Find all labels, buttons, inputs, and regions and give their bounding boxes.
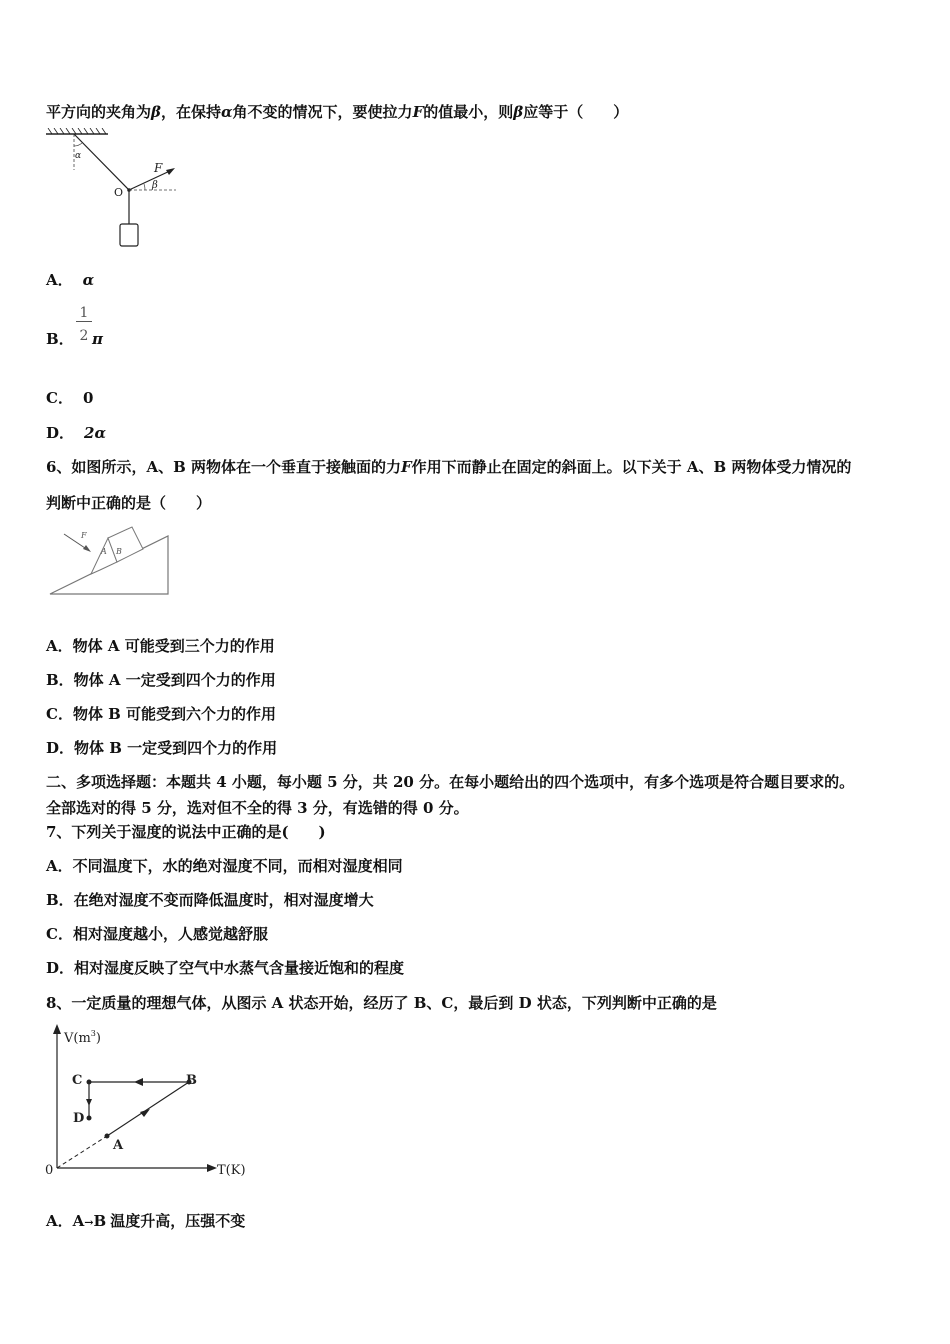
q5-option-b-pi: π [92, 330, 103, 348]
q5-option-d: D． 2α [46, 424, 107, 442]
q6-fig-A: A [101, 547, 107, 556]
q8-stem: 8、一定质量的理想气体，从图示 A 状态开始，经历了 B、C，最后到 D 状态，下列判断中正确的是 [46, 994, 717, 1012]
q5-option-b-fraction: 1 2 [76, 305, 92, 344]
q5-fig-beta: β [152, 180, 158, 191]
q7-option-a: A．不同温度下，水的绝对湿度不同，而相对湿度相同 [46, 857, 403, 875]
q7-stem: 7、下列关于湿度的说法中正确的是( ) [46, 823, 326, 841]
q8-point-A [105, 1134, 110, 1139]
section2-heading-line1: 二、多项选择题：本题共 4 小题，每小题 5 分，共 20 分。在每小题给出的四个选项中，有多个选项是符合题目要求的。 [46, 773, 855, 791]
q6-fig-F: F [81, 531, 87, 540]
q6-incline-figure [48, 526, 172, 598]
q7-option-b: B．在绝对湿度不变而降低温度时，相对湿度增大 [46, 891, 374, 909]
q5-stem: 平方向的夹角为β，在保持α角不变的情况下，要使拉力F的值最小，则β应等于（ ） [46, 103, 629, 121]
q8-label-D: D [73, 1111, 85, 1126]
q5-fig-F: F [154, 161, 163, 175]
q5-option-c: C． 0 [46, 389, 94, 407]
q8-label-A: A [113, 1138, 124, 1153]
q6-option-a: A．物体 A 可能受到三个力的作用 [46, 637, 275, 655]
q8-point-C [87, 1080, 92, 1085]
q6-option-d: D．物体 B 一定受到四个力的作用 [46, 739, 278, 757]
q8-option-a: A．A→B 温度升高，压强不变 [46, 1212, 246, 1230]
q6-fig-B: B [116, 547, 122, 556]
q8-origin-label: 0 [45, 1163, 54, 1178]
q8-label-B: B [186, 1073, 197, 1088]
q6-stem-line2: 判断中正确的是（ ） [46, 494, 212, 512]
q7-option-d: D．相对湿度反映了空气中水蒸气含量接近饱和的程度 [46, 959, 405, 977]
q6-option-c: C．物体 B 可能受到六个力的作用 [46, 705, 277, 723]
section2-heading-line2: 全部选对的得 5 分，选对但不全的得 3 分，有选错的得 0 分。 [46, 799, 469, 817]
q6-option-b: B．物体 A 一定受到四个力的作用 [46, 671, 276, 689]
q8-x-axis-label: T(K) [217, 1163, 246, 1178]
q6-stem-line1: 6、如图所示，A、B 两物体在一个垂直于接触面的力F作用下而静止在固定的斜面上。以下关于 A、B 两物体受力情况的 [46, 458, 852, 476]
q5-pendulum-figure [44, 128, 184, 252]
q7-option-c: C．相对湿度越小，人感觉越舒服 [46, 925, 268, 943]
q8-point-D [87, 1116, 92, 1121]
q5-option-a: A． α [46, 271, 95, 289]
q8-y-axis-label: $V(m^3)$ [64, 1029, 101, 1046]
q8-label-C: C [72, 1073, 83, 1088]
q8-vt-graph [40, 1022, 260, 1184]
q5-hanging-block [120, 224, 138, 246]
q5-option-b: B． [46, 330, 74, 348]
q5-fig-alpha: α [75, 151, 82, 161]
q5-fig-O: O [114, 186, 124, 199]
